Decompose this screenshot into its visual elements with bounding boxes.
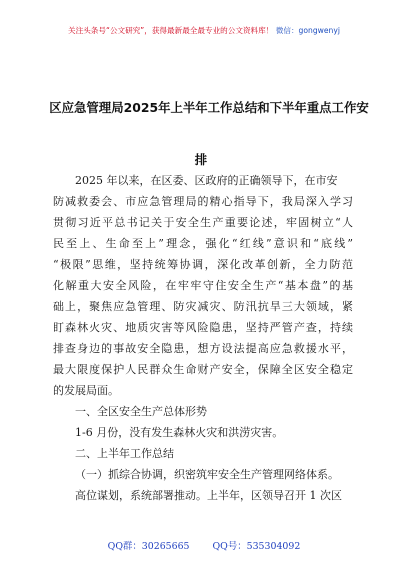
body-line: 民至上、生命至上”理念，强化“红线”意识和“底线” xyxy=(53,237,353,250)
document-title-line-1: 区应急管理局2025年上半年工作总结和下半年重点工作安 xyxy=(49,100,369,115)
body-line: 化解重大安全风险，在牢牢守住安全生产“基本盘”的基 xyxy=(53,279,353,292)
body-line: 防减救委会、市应急管理局的精心指导下，我局深入学习 xyxy=(53,195,353,208)
banner-text: 关注头条号“公文研究”，获得最新最全最专业的公文资料库！ xyxy=(68,26,274,35)
footer-qq-group: QQ群：30265665 xyxy=(107,541,190,552)
footer-qq: QQ号：535304092 xyxy=(212,541,301,552)
body-line: 2025 年以来，在区委、区政府的正确领导下，在市安 xyxy=(75,174,338,187)
body-line: 贯彻习近平总书记关于安全生产重要论述，牢固树立“人 xyxy=(53,216,353,229)
body-line: 1-6 月份，没有发生森林火灾和洪涝灾害。 xyxy=(75,426,284,439)
body-line: 高位谋划，系统部署推动。上半年，区领导召开 1 次区 xyxy=(75,489,342,502)
body-line: 最大限度保护人民群众生命财产安全，保障全区安全稳定 xyxy=(53,363,353,376)
body-line: 础上，聚焦应急管理、防灾减灾、防汛抗旱三大领域，紧 xyxy=(53,300,353,313)
body-line: 的发展局面。 xyxy=(53,384,119,397)
top-banner xyxy=(0,25,408,36)
body-line: “极限”思维，坚持统筹协调，深化改革创新，全力防范 xyxy=(53,258,353,271)
banner-wechat: 微信：gongwenyj xyxy=(275,26,340,35)
body-line: 盯森林火灾、地质灾害等风险隐患，坚持严管产查，持续 xyxy=(53,321,353,334)
section-heading: 一、全区安全生产总体形势 xyxy=(75,405,207,418)
document-title-line-2: 排 xyxy=(194,152,208,167)
document-body xyxy=(53,170,353,506)
section-heading: 二、上半年工作总结 xyxy=(75,447,174,460)
body-line: 排查身边的事故安全隐患，想方设法提高应急救援水平， xyxy=(53,342,353,355)
footer-contact xyxy=(0,538,408,552)
subsection-heading: （一）抓综合协调，织密筑牢安全生产管理网络体系。 xyxy=(75,468,339,481)
